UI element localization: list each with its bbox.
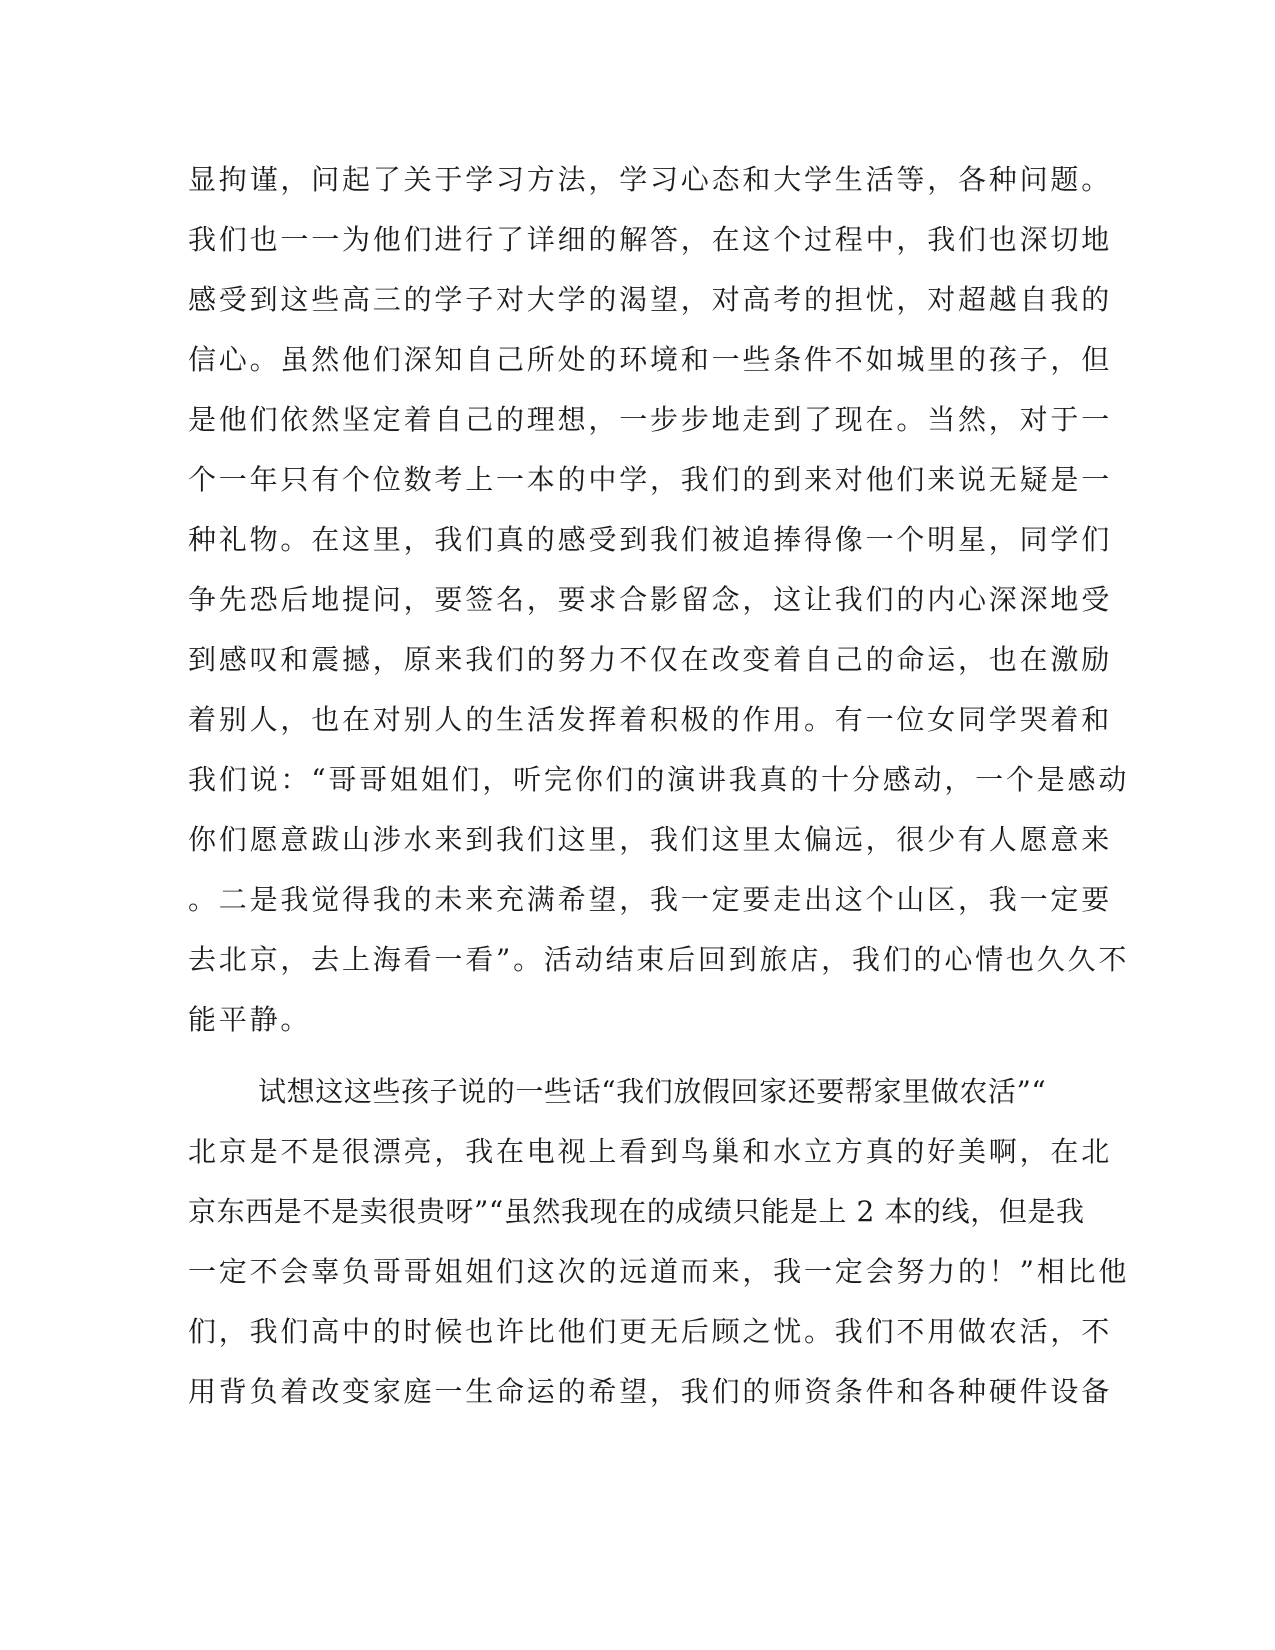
paragraph-1-line: 着别人，也在对别人的生活发挥着积极的作用。有一位女同学哭着和 bbox=[188, 703, 1113, 736]
paragraph-2 bbox=[188, 1062, 1130, 1422]
paragraph-1-line: 信心。虽然他们深知自己所处的环境和一些条件不如城里的孩子，但 bbox=[188, 343, 1113, 376]
paragraph-1-line: 到感叹和震撼，原来我们的努力不仅在改变着自己的命运，也在激励 bbox=[188, 643, 1113, 676]
paragraph-1-line: 争先恐后地提问，要签名，要求合影留念，这让我们的内心深深地受 bbox=[188, 583, 1113, 616]
paragraph-2-line: 用背负着改变家庭一生命运的希望，我们的师资条件和各种硬件设备 bbox=[188, 1375, 1113, 1408]
paragraph-2-line: 试想这这些孩子说的一些话“我们放假回家还要帮家里做农活”“ bbox=[258, 1075, 1047, 1108]
paragraph-1-line: 种礼物。在这里，我们真的感受到我们被追捧得像一个明星，同学们 bbox=[188, 523, 1113, 556]
paragraph-2-line: 们，我们高中的时候也许比他们更无后顾之忧。我们不用做农活，不 bbox=[188, 1315, 1113, 1348]
paragraph-1 bbox=[188, 150, 1130, 1050]
paragraph-1-line: 显拘谨，问起了关于学习方法，学习心态和大学生活等，各种问题。 bbox=[188, 163, 1113, 196]
paragraph-1-line: 我们也一一为他们进行了详细的解答，在这个过程中，我们也深切地 bbox=[188, 223, 1113, 256]
paragraph-1-line: 个一年只有个位数考上一本的中学，我们的到来对他们来说无疑是一 bbox=[188, 463, 1113, 496]
paragraph-1-line: 去北京，去上海看一看”。活动结束后回到旅店，我们的心情也久久不 bbox=[188, 943, 1130, 976]
paragraph-1-line: 能平静。 bbox=[188, 1003, 312, 1036]
paragraph-1-line: 是他们依然坚定着自己的理想，一步步地走到了现在。当然，对于一 bbox=[188, 403, 1113, 436]
paragraph-1-line: 我们说：“哥哥姐姐们，听完你们的演讲我真的十分感动，一个是感动 bbox=[188, 763, 1130, 796]
paragraph-1-line: 感受到这些高三的学子对大学的渴望，对高考的担忧，对超越自我的 bbox=[188, 283, 1113, 316]
paragraph-1-line: 。二是我觉得我的未来充满希望，我一定要走出这个山区，我一定要 bbox=[188, 883, 1113, 916]
paragraph-2-line: 北京是不是很漂亮，我在电视上看到鸟巢和水立方真的好美啊，在北 bbox=[188, 1135, 1113, 1168]
paragraph-1-line: 你们愿意跋山涉水来到我们这里，我们这里太偏远，很少有人愿意来 bbox=[188, 823, 1113, 856]
paragraph-2-line: 一定不会辜负哥哥姐姐们这次的远道而来，我一定会努力的！”相比他 bbox=[188, 1255, 1130, 1288]
paragraph-2-line: 京东西是不是卖很贵呀”“虽然我现在的成绩只能是上 2 本的线，但是我 bbox=[188, 1195, 1085, 1228]
